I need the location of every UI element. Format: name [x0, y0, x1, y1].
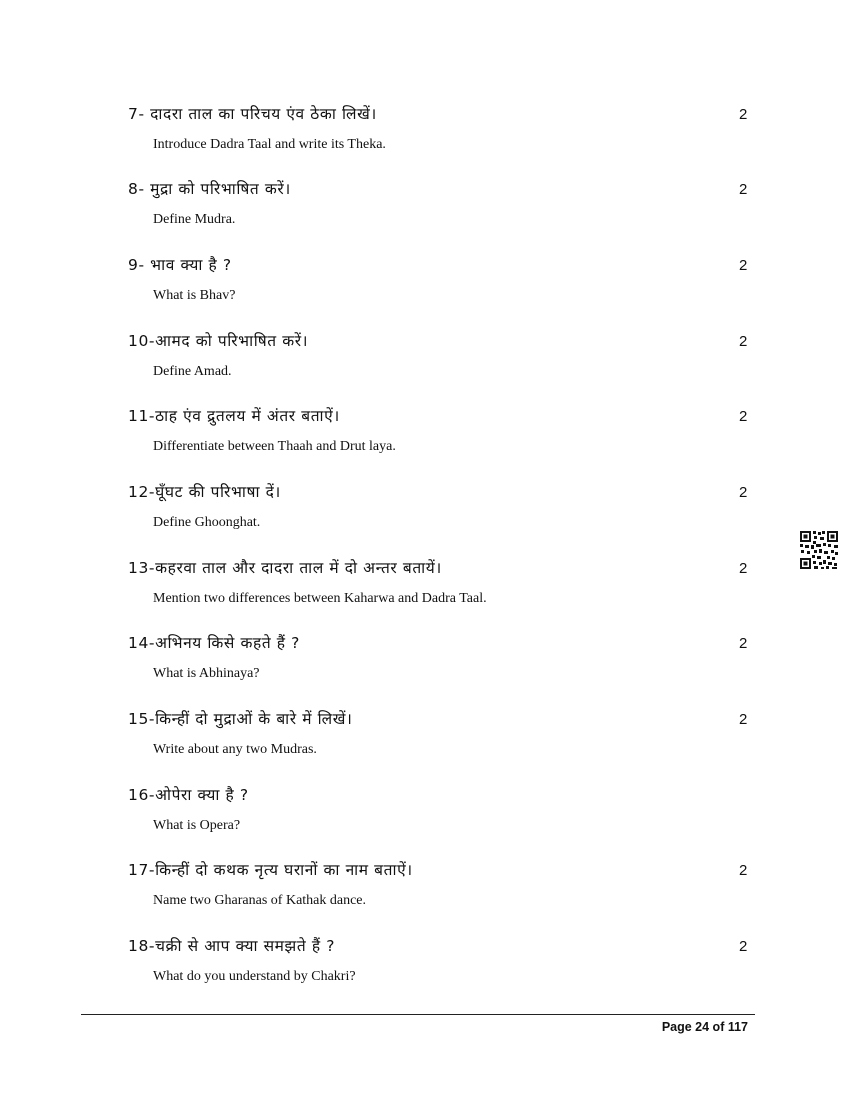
question-item: [0, 558, 850, 634]
question-english-text: Write about any two Mudras.: [153, 742, 317, 757]
question-english-text: Define Amad.: [153, 364, 232, 379]
footer-divider: [81, 1014, 755, 1015]
question-item: [0, 255, 850, 331]
question-hindi-text: 18-चक्री से आप क्या समझते हैं ?: [128, 937, 336, 955]
question-item: [0, 785, 850, 861]
question-marks: 2: [739, 181, 748, 198]
question-english-text: What is Abhinaya?: [153, 666, 260, 681]
question-english-text: Introduce Dadra Taal and write its Theka.: [153, 137, 386, 152]
question-english-text: Define Mudra.: [153, 212, 236, 227]
question-item: [0, 936, 850, 1012]
question-marks: 2: [739, 408, 748, 425]
qr-code-graphic: [799, 530, 839, 570]
question-english-text: What do you understand by Chakri?: [153, 969, 356, 984]
question-marks: 2: [739, 862, 748, 879]
question-item: [0, 860, 850, 936]
question-item: [0, 482, 850, 558]
question-item: [0, 406, 850, 482]
question-english-text: Mention two differences between Kaharwa and Dadra Taal.: [153, 591, 487, 606]
question-item: [0, 633, 850, 709]
question-hindi-text: 10-आमद को परिभाषित करें।: [128, 332, 309, 350]
question-english-text: What is Bhav?: [153, 288, 236, 303]
question-marks: 2: [739, 635, 748, 652]
question-hindi-text: 16-ओपेरा क्या है ?: [128, 786, 249, 804]
question-english-text: Name two Gharanas of Kathak dance.: [153, 893, 367, 908]
question-hindi-text: 11-ठाह एंव द्रुतलय में अंतर बताऐं।: [128, 407, 340, 425]
question-english-text: Differentiate between Thaah and Drut laya.: [153, 439, 396, 454]
question-hindi-text: 7- दादरा ताल का परिचय एंव ठेका लिखें।: [128, 105, 377, 123]
question-marks: 2: [739, 484, 748, 501]
question-item: [0, 104, 850, 180]
question-marks: 2: [739, 257, 748, 274]
question-item: [0, 179, 850, 255]
question-item: [0, 331, 850, 407]
question-english-text: Define Ghoonghat.: [153, 515, 261, 530]
qr-code-icon: [799, 530, 839, 570]
question-item: [0, 709, 850, 785]
question-hindi-text: 14-अभिनय किसे कहते हैं ?: [128, 634, 300, 652]
question-hindi-text: 12-घूँघट की परिभाषा दें।: [128, 483, 281, 501]
question-hindi-text: 9- भाव क्या है ?: [128, 256, 232, 274]
question-marks: 2: [739, 711, 748, 728]
question-hindi-text: 8- मुद्रा को परिभाषित करें।: [128, 180, 291, 198]
question-hindi-text: 15-किन्हीं दो मुद्राओं के बारे में लिखें।: [128, 710, 353, 728]
question-english-text: What is Opera?: [153, 818, 241, 833]
question-marks: 2: [739, 938, 748, 955]
question-marks: 2: [739, 333, 748, 350]
question-hindi-text: 13-कहरवा ताल और दादरा ताल में दो अन्तर बतायें।: [128, 559, 442, 577]
page-number: Page 24 of 117: [661, 1020, 748, 1034]
question-marks: 2: [739, 106, 748, 123]
question-marks: 2: [739, 560, 748, 577]
question-hindi-text: 17-किन्हीं दो कथक नृत्य घरानों का नाम बताऐं।: [128, 861, 413, 879]
